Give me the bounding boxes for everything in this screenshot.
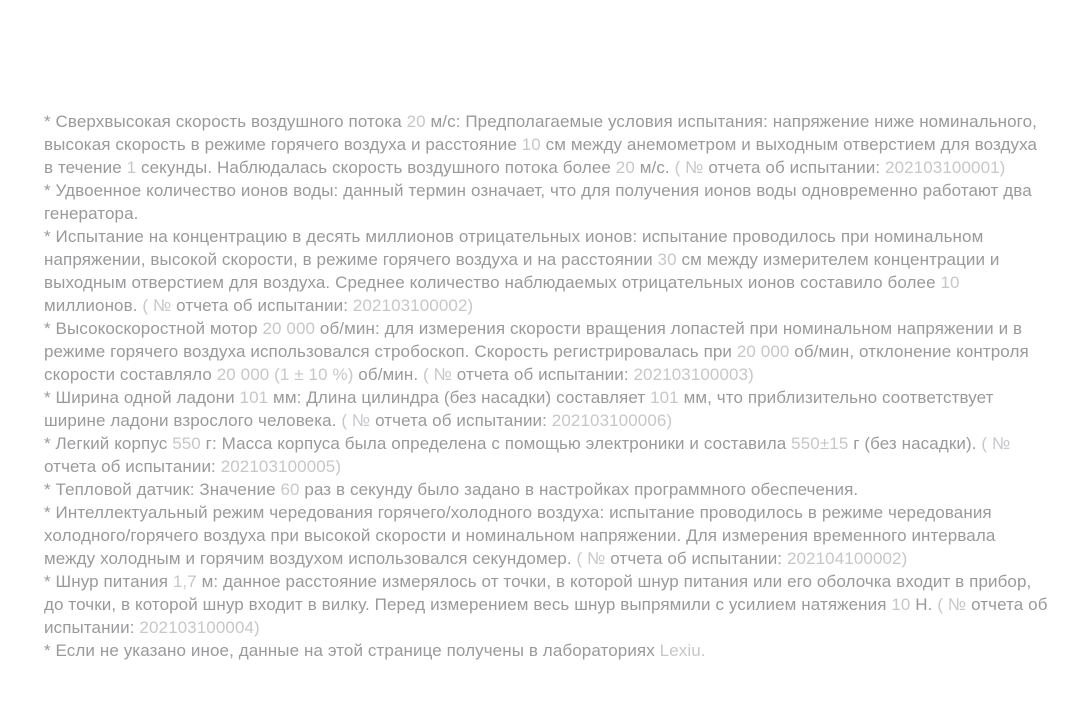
footnote-body-text: * Испытание на концентрацию в десять миллионов отрицательных ионов: испытание проводилось при номинальном напряжении, высокой скорости, в режиме горячего воздуха и на расстоянии [44, 227, 984, 269]
test-report-footnotes-section [44, 110, 1051, 662]
footnote-item [44, 639, 1051, 662]
footnote-body-text: * Ширина одной ладони [44, 388, 240, 407]
footnote-body-text: * Шнур питания [44, 572, 173, 591]
footnote-body-text: секунды. Наблюдалась скорость воздушного потока более [136, 158, 616, 177]
footnote-body-text: см между анемометром и выходным отверстием для воздуха в течение [44, 135, 1038, 177]
footnote-value-text: 20 000 (1 ± 10 %) [216, 365, 354, 384]
footnote-body-text: отчета об испытании: [44, 595, 1048, 637]
footnote-body-text: * Удвоенное количество ионов воды: данный термин означает, что для получения ионов воды одновременно работают два генератора. [44, 181, 1032, 223]
footnote-value-text: 101 [650, 388, 679, 407]
footnote-body-text: раз в секунду было задано в настройках программного обеспечения. [299, 480, 859, 499]
footnote-body-text: об/мин: для измерения скорости вращения лопастей при номинальном напряжении и в режиме горячего воздуха использовался стробоскоп. Скорость регистрировалась при [44, 319, 1023, 361]
footnote-value-text: 60 [280, 480, 300, 499]
footnote-body-text: мм, что приблизительно соответствует ширине ладони взрослого человека. [44, 388, 994, 430]
footnote-value-text: 202103100001) [885, 158, 1006, 177]
footnote-value-text: 10 [521, 135, 541, 154]
footnote-body-text: об/мин. [353, 365, 424, 384]
footnote-value-text: 20 000 [736, 342, 790, 361]
footnote-item [44, 179, 1051, 225]
footnote-value-text: 202103100003) [633, 365, 754, 384]
footnote-value-text: 10 [940, 273, 960, 292]
footnote-value-text: 202103100006) [551, 411, 673, 430]
footnote-body-text: * Если не указано иное, данные на этой странице получены в лабораториях [44, 641, 660, 660]
footnote-value-text: ( № [981, 434, 1011, 453]
footnote-value-text: 101 [239, 388, 269, 407]
footnote-item [44, 478, 1051, 501]
footnote-value-text: Lexiu. [659, 641, 706, 660]
footnote-value-text: 30 [657, 250, 677, 269]
footnote-value-text: 202103100004) [139, 618, 260, 637]
footnote-body-text: * Тепловой датчик: Значение [44, 480, 281, 499]
footnote-item [44, 110, 1051, 179]
footnote-value-text: 1,7 [172, 572, 197, 591]
footnote-body-text: см между измерителем концентрации и выходным отверстием для воздуха. Среднее количество наблюдаемых отрицательных ионов составило более [44, 250, 1000, 292]
footnote-value-text: 20 000 [262, 319, 316, 338]
footnote-item [44, 432, 1051, 478]
footnote-value-text: ( № [576, 549, 611, 568]
footnote-value-text: 550±15 [791, 434, 849, 453]
footnote-item [44, 501, 1051, 570]
footnote-body-text: м/с: Предполагаемые условия испытания: напряжение ниже номинального, высокая скорость в режиме горячего воздуха и расстояние [44, 112, 1037, 154]
footnote-value-text: ( № [341, 411, 376, 430]
footnote-item [44, 386, 1051, 432]
footnote-body-text: отчета об испытании: [708, 158, 886, 177]
footnote-body-text: г: Масса корпуса была определена с помощью электроники и составила [200, 434, 792, 453]
footnote-item [44, 225, 1051, 317]
footnote-body-text: отчета об испытании: [176, 296, 353, 315]
footnote-value-text: 202103100005) [220, 457, 342, 476]
footnote-value-text: ( № [937, 595, 972, 614]
footnote-body-text: * Интеллектуальный режим чередования горячего/холодного воздуха: испытание проводилось в режиме чередования холодного/горячего воздуха при высокой скорости и номинальном напряжении. Для измерения временного интервала между холодным и горячим воздухом использовался секундомер. [44, 503, 996, 568]
footnote-value-text: ( № [674, 158, 709, 177]
footnote-body-text: отчета об испытании: [456, 365, 634, 384]
footnote-value-text: ( № [423, 365, 457, 384]
footnote-body-text: г (без насадки). [848, 434, 982, 453]
footnote-body-text: * Сверхвысокая скорость воздушного потока [44, 112, 407, 131]
footnote-item [44, 570, 1051, 639]
footnote-body-text: мм: Длина цилиндра (без насадки) составляет [268, 388, 651, 407]
footnote-body-text: м/с. [634, 158, 675, 177]
footnote-value-text: 202103100002) [352, 296, 474, 315]
footnote-value-text: 20 [615, 158, 635, 177]
footnote-body-text: * Высокоскоростной мотор [44, 319, 263, 338]
footnote-body-text: Н. [910, 595, 938, 614]
footnote-body-text: м: данное расстояние измерялось от точки, в которой шнур питания или его оболочка входит в прибор, до точки, в которой шнур входит в вилку. Перед измерением весь шнур выпрямили с усилием натяжения [44, 572, 1032, 614]
footnote-body-text: миллионов. [44, 296, 143, 315]
footnote-body-text: отчета об испытании: [44, 457, 221, 476]
footnote-body-text: об/мин, отклонение контроля скорости составляло [44, 342, 1029, 384]
footnote-body-text: * Легкий корпус [44, 434, 173, 453]
footnote-value-text: 202104100002) [786, 549, 908, 568]
footnote-value-text: 20 [406, 112, 426, 131]
footnote-value-text: 10 [891, 595, 911, 614]
footnote-value-text: 1 [126, 158, 137, 177]
footnote-body-text: отчета об испытании: [610, 549, 787, 568]
footnote-value-text: 550 [172, 434, 201, 453]
footnote-item [44, 317, 1051, 386]
footnote-value-text: ( № [142, 296, 177, 315]
footnote-body-text: отчета об испытании: [375, 411, 552, 430]
